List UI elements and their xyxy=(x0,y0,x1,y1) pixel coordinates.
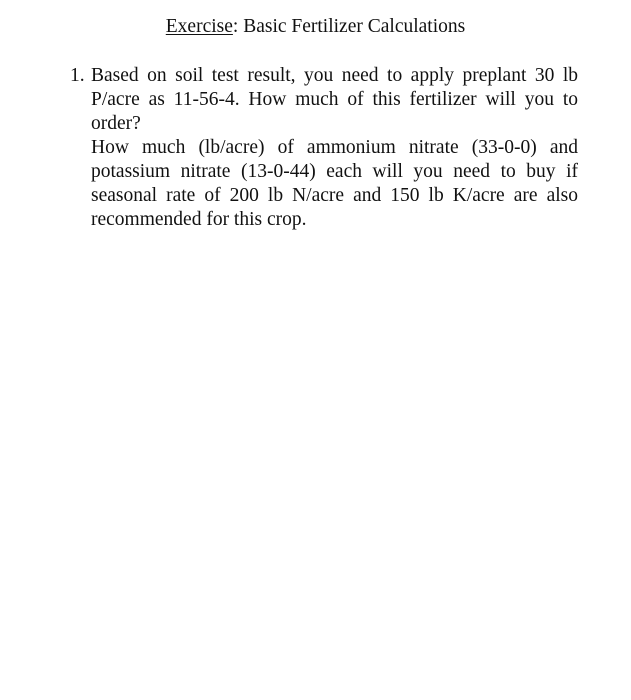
question-paragraph-1: Based on soil test result, you need to apply preplant 30 lb P/acre as 11-56-4. How much of this fertilizer will you to order? xyxy=(91,65,578,134)
question-1 xyxy=(70,64,578,232)
question-body xyxy=(91,64,578,232)
title-label: Exercise xyxy=(165,16,233,37)
exercise-title xyxy=(0,14,631,40)
question-paragraph-2: How much (lb/acre) of ammonium nitrate (33-0-0) and potassium nitrate (13-0-44) each will you need to buy if seasonal rate of 200 lb N/acre and 150 lb K/acre are also recommended for this crop. xyxy=(91,137,578,230)
question-number: 1. xyxy=(70,65,85,86)
title-rest: : Basic Fertilizer Calculations xyxy=(232,16,466,37)
